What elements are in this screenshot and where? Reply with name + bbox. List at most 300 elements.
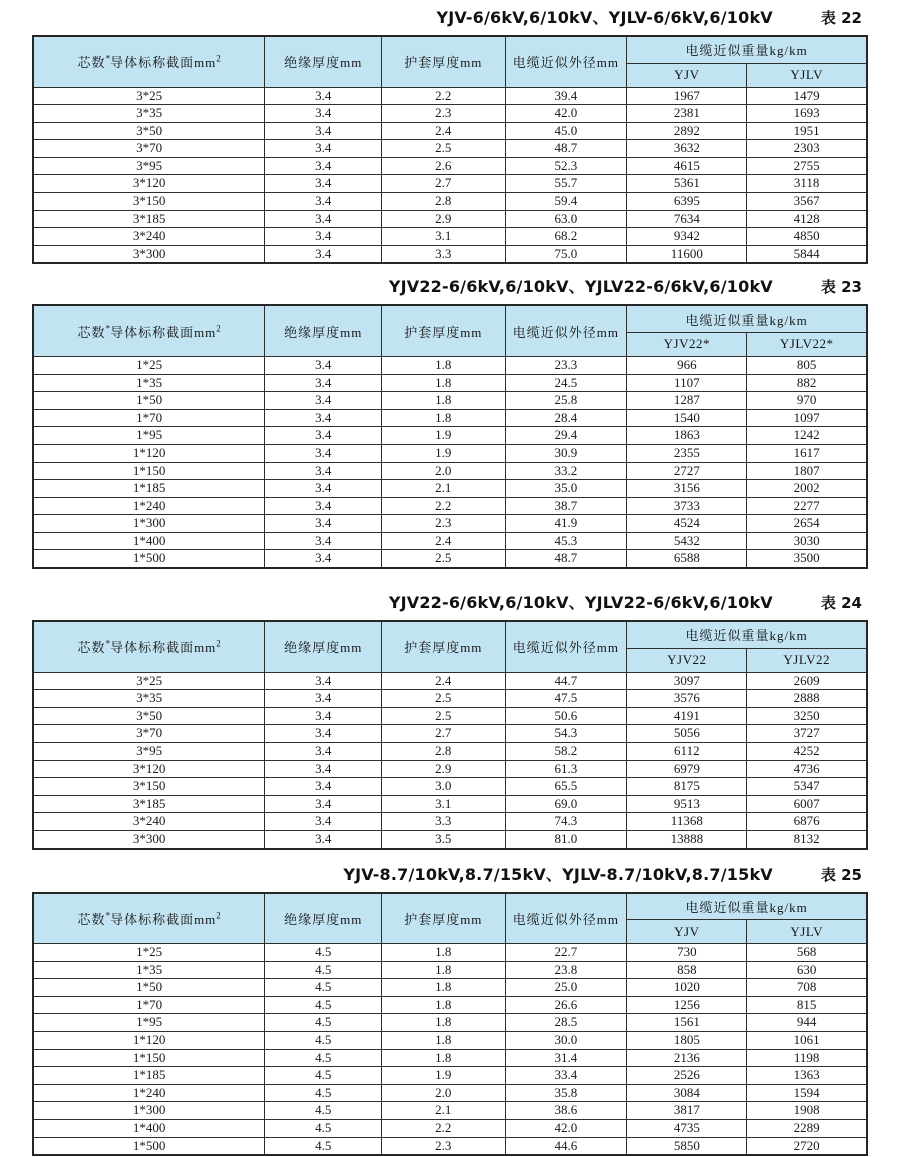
table-cell: 4.5 [265,1084,382,1102]
table-cell: 3.4 [265,672,382,690]
table-cell: 3.3 [382,813,505,831]
table-cell: 2.6 [382,157,505,175]
table-cell: 4735 [627,1119,747,1137]
table-cell: 3.4 [265,193,382,211]
table-cell: 3.4 [265,157,382,175]
table-cell: 75.0 [505,245,627,263]
table-cell: 1540 [627,409,747,427]
table-cell: 42.0 [505,105,627,123]
table-cell: 1198 [747,1049,867,1067]
table-cell: 1.9 [382,444,505,462]
table-cell: 3.4 [265,392,382,410]
table-cell: 2.4 [382,532,505,550]
table-cell: 3.4 [265,87,382,105]
table-cell: 3576 [627,690,747,708]
table-cell: 3*25 [33,87,265,105]
table-cell: 4128 [747,210,867,228]
table-cell: 3.4 [265,795,382,813]
table-cell: 2.7 [382,175,505,193]
table-cell: 3*70 [33,140,265,158]
table-row [33,813,867,831]
table-cell: 944 [747,1014,867,1032]
table-cell: 1*240 [33,497,265,515]
table-cell: 1*240 [33,1084,265,1102]
table-cell: 1.8 [382,1014,505,1032]
table-row [33,944,867,962]
table-cell: 1.8 [382,392,505,410]
table-cell: 1863 [627,427,747,445]
table-cell: 1*400 [33,1119,265,1137]
table-cell: 3.5 [382,830,505,848]
table-cell: 3.4 [265,140,382,158]
table-cell: 1*300 [33,515,265,533]
table-cell: 3*120 [33,760,265,778]
table-cell: 1287 [627,392,747,410]
table-cell: 9513 [627,795,747,813]
table-cell: 58.2 [505,742,627,760]
table-cell: 44.7 [505,672,627,690]
table-cell: 1.8 [382,356,505,374]
table-25-title-row [32,862,868,888]
cable-table-section-23 [32,274,868,569]
cable-spec-table-23 [32,304,868,569]
table-cell: 3.4 [265,105,382,123]
table-cell: 3030 [747,532,867,550]
table-cell: 44.6 [505,1137,627,1155]
table-cell: 630 [747,961,867,979]
table-cell: 1.9 [382,427,505,445]
table-cell: 1*120 [33,444,265,462]
table-cell: 3817 [627,1102,747,1120]
table-row [33,1102,867,1120]
header-sheath-thickness: 护套厚度mm [382,36,505,87]
table-cell: 23.8 [505,961,627,979]
table-24-title: YJV22-6/6kV,6/10kV、YJLV22-6/6kV,6/10kV [388,593,773,613]
table-cell: 1.8 [382,374,505,392]
table-cell: 6876 [747,813,867,831]
table-row [33,356,867,374]
table-cell: 55.7 [505,175,627,193]
table-cell: 3*50 [33,707,265,725]
table-cell: 1951 [747,122,867,140]
table-row [33,1031,867,1049]
table-cell: 2355 [627,444,747,462]
table-cell: 2892 [627,122,747,140]
cable-spec-table-22 [32,35,868,264]
table-cell: 1*500 [33,550,265,568]
table-cell: 1.8 [382,996,505,1014]
table-cell: 1*70 [33,409,265,427]
table-row [33,1014,867,1032]
table-cell: 3.1 [382,795,505,813]
table-cell: 22.7 [505,944,627,962]
table-cell: 1.8 [382,944,505,962]
table-22-body [33,87,867,263]
table-row [33,245,867,263]
table-cell: 3.4 [265,532,382,550]
table-cell: 4615 [627,157,747,175]
header-sheath-thickness: 护套厚度mm [382,893,505,944]
table-cell: 1805 [627,1031,747,1049]
table-cell: 2.2 [382,1119,505,1137]
table-cell: 3.4 [265,480,382,498]
table-cell: 3.4 [265,409,382,427]
table-row [33,1137,867,1155]
table-row [33,690,867,708]
table-cell: 3*300 [33,830,265,848]
table-cell: 4252 [747,742,867,760]
table-cell: 815 [747,996,867,1014]
cable-table-section-25 [32,862,868,1157]
header-core-section: 芯数*导体标称截面$mm^2$ [33,36,265,87]
table-cell: 3.4 [265,444,382,462]
table-cell: 3.4 [265,742,382,760]
table-cell: 3*150 [33,193,265,211]
table-cell: 1*185 [33,480,265,498]
table-row [33,1067,867,1085]
table-cell: 4.5 [265,996,382,1014]
table-cell: 48.7 [505,550,627,568]
table-cell: 30.0 [505,1031,627,1049]
table-row [33,1084,867,1102]
table-cell: 3084 [627,1084,747,1102]
table-cell: 4.5 [265,1137,382,1155]
table-cell: 52.3 [505,157,627,175]
header-core-section: 芯数*导体标称截面$mm^2$ [33,893,265,944]
header-insulation-thickness: 绝缘厚度mm [265,621,382,672]
table-cell: 63.0 [505,210,627,228]
table-cell: 6112 [627,742,747,760]
table-cell: 31.4 [505,1049,627,1067]
header-approx-diameter: 电缆近似外径mm [505,36,627,87]
table-22-number-label: 表 22 [820,9,862,27]
table-cell: 2.0 [382,462,505,480]
table-cell: 3118 [747,175,867,193]
table-cell: 1.8 [382,961,505,979]
table-cell: 45.0 [505,122,627,140]
table-cell: 3.4 [265,497,382,515]
header-weight-col1: YJV [627,920,747,944]
table-row [33,760,867,778]
table-cell: 9342 [627,228,747,246]
table-25-number-label: 表 25 [820,865,862,884]
table-cell: 2.3 [382,105,505,123]
table-cell: 3*150 [33,778,265,796]
table-cell: 28.5 [505,1014,627,1032]
table-cell: 50.6 [505,707,627,725]
table-row [33,795,867,813]
table-cell: 3.4 [265,427,382,445]
cable-table-section-22 [32,5,868,264]
table-cell: 1*150 [33,462,265,480]
table-cell: 6395 [627,193,747,211]
table-cell: 3.4 [265,356,382,374]
table-cell: 3*95 [33,157,265,175]
table-row [33,515,867,533]
table-row [33,444,867,462]
table-cell: 2.3 [382,515,505,533]
table-cell: 3.4 [265,778,382,796]
table-cell: 3*35 [33,105,265,123]
table-row [33,462,867,480]
header-weight-col1: YJV [627,63,747,87]
table-cell: 1*25 [33,944,265,962]
table-cell: 1*150 [33,1049,265,1067]
table-cell: 5056 [627,725,747,743]
table-cell: 3*185 [33,210,265,228]
table-cell: 3.4 [265,228,382,246]
table-cell: 3.4 [265,374,382,392]
table-23-title-row [32,274,868,300]
table-cell: 47.5 [505,690,627,708]
table-cell: 1.8 [382,409,505,427]
table-cell: 11368 [627,813,747,831]
table-row [33,707,867,725]
table-cell: 11600 [627,245,747,263]
table-cell: 730 [627,944,747,962]
table-25-body [33,944,867,1156]
table-cell: 69.0 [505,795,627,813]
table-cell: 1*70 [33,996,265,1014]
header-approx-weight-group: 电缆近似重量kg/km [627,305,867,332]
table-cell: 3250 [747,707,867,725]
table-cell: 1061 [747,1031,867,1049]
table-cell: 1097 [747,409,867,427]
table-cell: 4.5 [265,1014,382,1032]
table-cell: 2.1 [382,480,505,498]
header-weight-col2: YJLV [747,63,867,87]
table-row [33,374,867,392]
table-cell: 2.5 [382,550,505,568]
table-cell: 23.3 [505,356,627,374]
table-cell: 38.6 [505,1102,627,1120]
table-row [33,830,867,848]
table-cell: 3.4 [265,707,382,725]
table-cell: 2.0 [382,1084,505,1102]
table-cell: 1*25 [33,356,265,374]
header-weight-col1: YJV22* [627,332,747,356]
table-cell: 1594 [747,1084,867,1102]
header-core-section: 芯数*导体标称截面$mm^2$ [33,621,265,672]
table-cell: 35.0 [505,480,627,498]
table-cell: 2.5 [382,140,505,158]
table-cell: 2303 [747,140,867,158]
table-cell: 61.3 [505,760,627,778]
table-cell: 4.5 [265,1119,382,1137]
table-24-title-row [32,590,868,616]
table-cell: 4.5 [265,1031,382,1049]
table-cell: 1*185 [33,1067,265,1085]
table-cell: 59.4 [505,193,627,211]
table-cell: 4.5 [265,979,382,997]
header-sheath-thickness: 护套厚度mm [382,621,505,672]
table-cell: 45.3 [505,532,627,550]
table-cell: 1*500 [33,1137,265,1155]
table-cell: 4524 [627,515,747,533]
table-cell: 3*35 [33,690,265,708]
table-cell: 24.5 [505,374,627,392]
table-cell: 3.4 [265,550,382,568]
table-row [33,193,867,211]
table-cell: 1*50 [33,979,265,997]
cable-table-section-24 [32,590,868,849]
table-cell: 1*95 [33,1014,265,1032]
table-24-number-label: 表 24 [820,594,862,613]
table-cell: 2.5 [382,690,505,708]
table-cell: 3.4 [265,210,382,228]
table-row [33,392,867,410]
header-approx-weight-group: 电缆近似重量kg/km [627,621,867,648]
table-cell: 5850 [627,1137,747,1155]
table-cell: 2.9 [382,210,505,228]
table-25-title: YJV-8.7/10kV,8.7/15kV、YJLV-8.7/10kV,8.7/15kV [343,864,773,884]
table-cell: 3*300 [33,245,265,263]
table-cell: 2.8 [382,742,505,760]
table-cell: 2.5 [382,707,505,725]
table-cell: 3500 [747,550,867,568]
table-cell: 3.4 [265,515,382,533]
table-cell: 1363 [747,1067,867,1085]
table-cell: 1020 [627,979,747,997]
table-cell: 2.9 [382,760,505,778]
header-approx-weight-group: 电缆近似重量kg/km [627,893,867,920]
table-cell: 30.9 [505,444,627,462]
table-cell: 4.5 [265,1049,382,1067]
table-cell: 4.5 [265,1102,382,1120]
table-row [33,979,867,997]
table-cell: 1.8 [382,1049,505,1067]
table-cell: 1*35 [33,374,265,392]
table-row [33,175,867,193]
table-cell: 2.2 [382,497,505,515]
table-cell: 39.4 [505,87,627,105]
header-approx-weight-group: 电缆近似重量kg/km [627,36,867,63]
table-cell: 2720 [747,1137,867,1155]
table-cell: 7634 [627,210,747,228]
table-cell: 3.4 [265,462,382,480]
header-weight-col2: YJLV [747,920,867,944]
table-cell: 25.0 [505,979,627,997]
table-cell: 1967 [627,87,747,105]
table-row [33,1119,867,1137]
table-cell: 966 [627,356,747,374]
table-cell: 41.9 [505,515,627,533]
table-23-body [33,356,867,568]
table-cell: 2755 [747,157,867,175]
table-cell: 3.4 [265,245,382,263]
table-cell: 1.9 [382,1067,505,1085]
table-cell: 1908 [747,1102,867,1120]
table-cell: 3.4 [265,813,382,831]
table-cell: 2.4 [382,122,505,140]
header-weight-col1: YJV22 [627,648,747,672]
table-cell: 3.1 [382,228,505,246]
table-row [33,550,867,568]
table-cell: 4.5 [265,1067,382,1085]
header-insulation-thickness: 绝缘厚度mm [265,36,382,87]
table-cell: 2002 [747,480,867,498]
table-cell: 1*120 [33,1031,265,1049]
table-cell: 2289 [747,1119,867,1137]
header-approx-diameter: 电缆近似外径mm [505,305,627,356]
table-cell: 3.4 [265,122,382,140]
table-cell: 13888 [627,830,747,848]
table-cell: 1*300 [33,1102,265,1120]
table-row [33,497,867,515]
table-cell: 3*185 [33,795,265,813]
table-cell: 28.4 [505,409,627,427]
table-cell: 65.5 [505,778,627,796]
table-cell: 3567 [747,193,867,211]
table-cell: 970 [747,392,867,410]
table-cell: 708 [747,979,867,997]
table-cell: 3*70 [33,725,265,743]
table-cell: 1.8 [382,1031,505,1049]
table-row [33,532,867,550]
table-row [33,87,867,105]
table-row [33,961,867,979]
table-cell: 2277 [747,497,867,515]
table-cell: 5432 [627,532,747,550]
table-cell: 2.1 [382,1102,505,1120]
header-approx-diameter: 电缆近似外径mm [505,893,627,944]
table-cell: 2.8 [382,193,505,211]
table-cell: 3.4 [265,175,382,193]
table-cell: 2136 [627,1049,747,1067]
table-cell: 2381 [627,105,747,123]
table-cell: 3*50 [33,122,265,140]
header-weight-col2: YJLV22 [747,648,867,672]
table-row [33,778,867,796]
table-cell: 26.6 [505,996,627,1014]
cable-spec-table-24 [32,620,868,849]
table-cell: 568 [747,944,867,962]
table-row [33,742,867,760]
header-insulation-thickness: 绝缘厚度mm [265,305,382,356]
table-cell: 2609 [747,672,867,690]
table-cell: 858 [627,961,747,979]
table-row [33,672,867,690]
table-row [33,140,867,158]
table-cell: 35.8 [505,1084,627,1102]
table-cell: 6007 [747,795,867,813]
table-cell: 1*400 [33,532,265,550]
table-24-body [33,672,867,848]
table-cell: 3632 [627,140,747,158]
table-cell: 3.0 [382,778,505,796]
table-cell: 5844 [747,245,867,263]
table-cell: 3.4 [265,760,382,778]
table-cell: 1.8 [382,979,505,997]
table-cell: 2727 [627,462,747,480]
table-cell: 1107 [627,374,747,392]
table-cell: 2.7 [382,725,505,743]
table-cell: 3*120 [33,175,265,193]
header-approx-diameter: 电缆近似外径mm [505,621,627,672]
table-row [33,122,867,140]
table-cell: 1*95 [33,427,265,445]
table-cell: 68.2 [505,228,627,246]
table-cell: 2.3 [382,1137,505,1155]
table-cell: 2526 [627,1067,747,1085]
table-row [33,157,867,175]
table-cell: 4736 [747,760,867,778]
table-cell: 3.4 [265,690,382,708]
table-cell: 2.2 [382,87,505,105]
table-cell: 1693 [747,105,867,123]
table-cell: 3097 [627,672,747,690]
table-cell: 1479 [747,87,867,105]
